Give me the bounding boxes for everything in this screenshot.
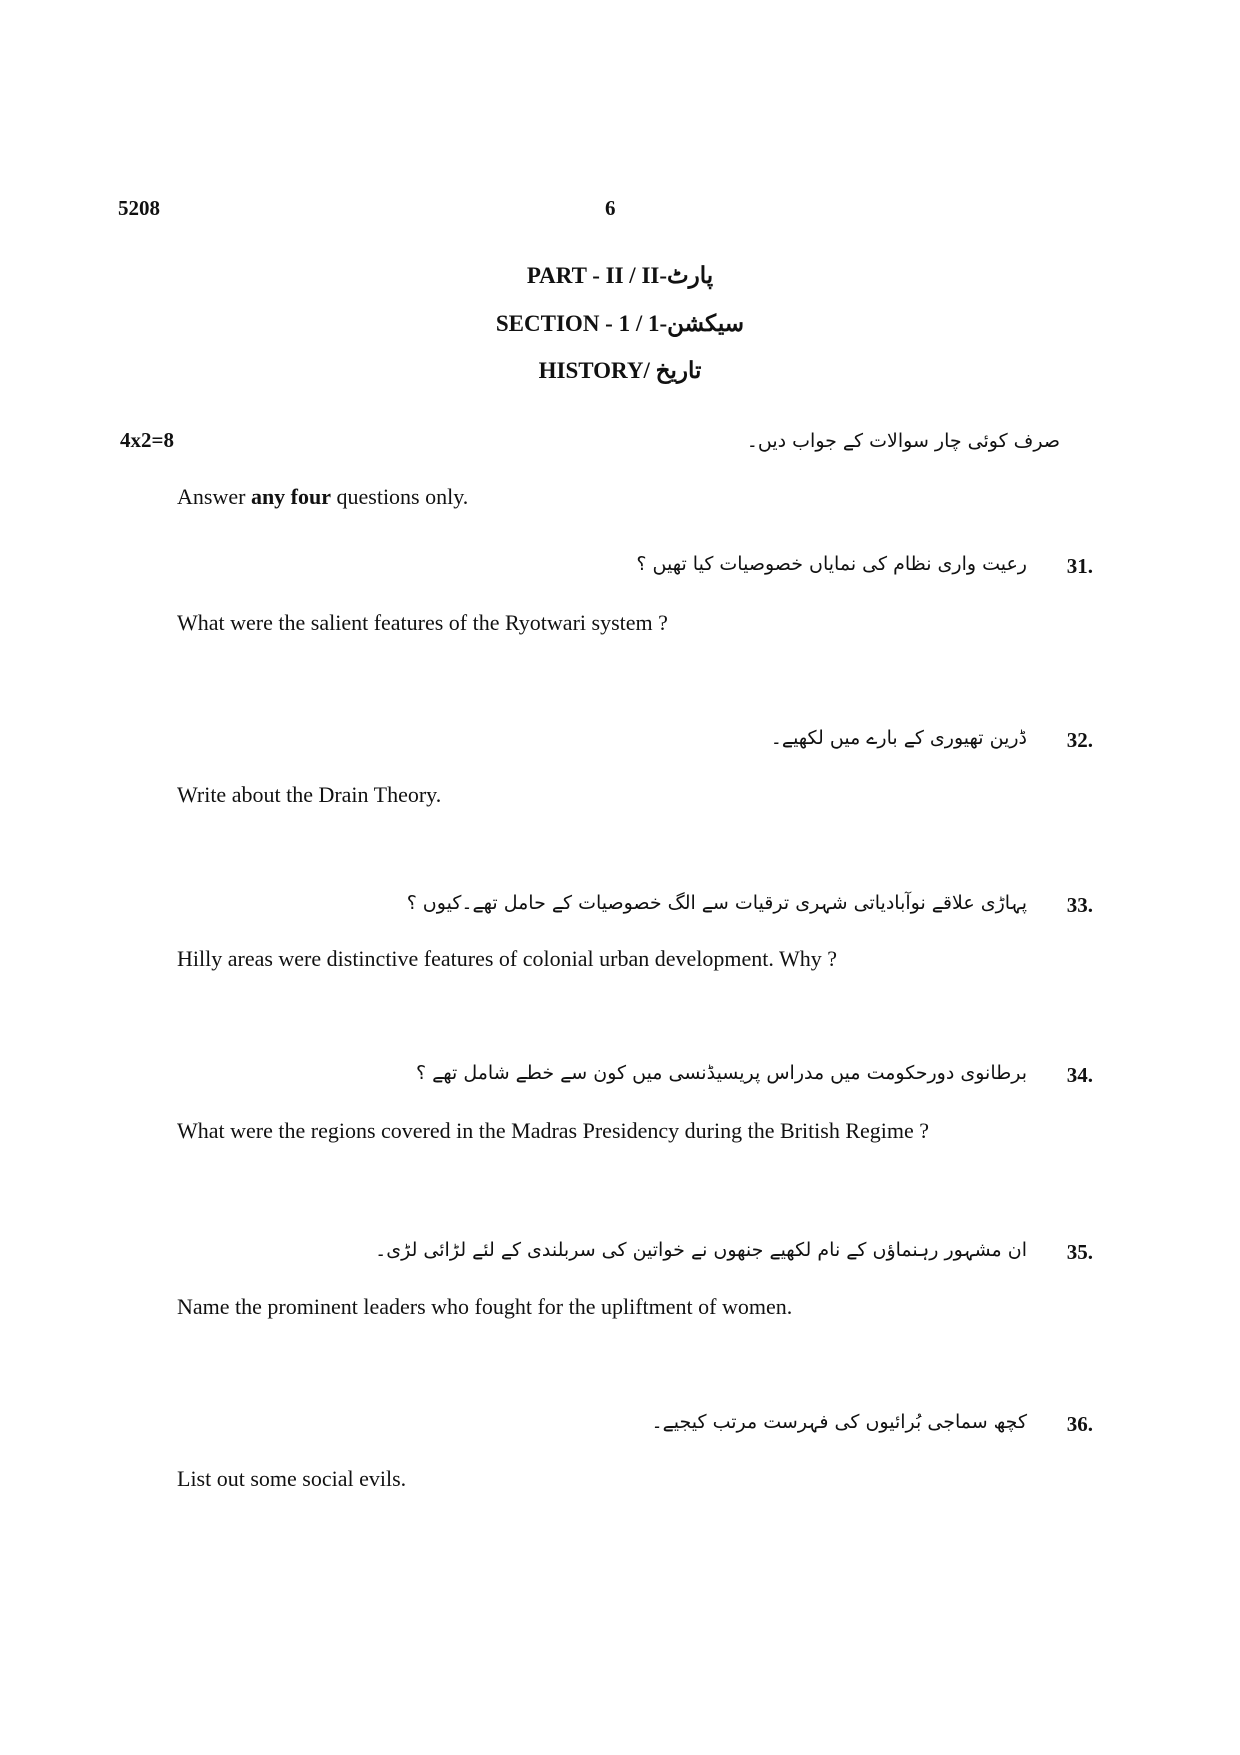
question-urdu: ڈرین تھیوری کے بارے میں لکھیے۔ [770,727,1027,749]
question-urdu: برطانوی دورحکومت میں مدراس پریسیڈنسی میں کون سے خطے شامل تھے ؟ [416,1062,1027,1084]
question-number: 32. [1066,728,1093,752]
instruction-emphasis: any four [250,484,331,509]
subject-heading: HISTORY/ تاریخ [538,358,702,383]
question-english: Hilly areas were distinctive features of colonial urban development. Why ? [177,946,837,971]
question-number: 34. [1066,1063,1093,1087]
part-heading: PART - II / II-پارٹ [526,263,714,288]
instruction-english [177,484,468,510]
question-urdu: پہاڑی علاقے نوآبادیاتی شہری ترقیات سے الگ خصوصیات کے حامل تھے۔کیوں ؟ [406,892,1027,914]
instruction-text-after: questions only. [331,484,469,509]
question-english: Name the prominent leaders who fought for the upliftment of women. [177,1294,793,1319]
instruction-text-before: Answer [177,484,251,509]
question-number: 31. [1066,554,1093,578]
section-heading: SECTION - 1 / 1-سیکشن [495,311,745,336]
question-english: What were the regions covered in the Madras Presidency during the British Regime ? [177,1118,930,1143]
question-english: Write about the Drain Theory. [177,782,442,807]
marks-allocation: 4x2=8 [120,428,174,452]
paper-code: 5208 [118,196,160,220]
question-number: 36. [1066,1412,1093,1436]
page-number: 6 [605,196,616,220]
question-english: List out some social evils. [177,1466,407,1491]
instruction-urdu: صرف کوئی چار سوالات کے جواب دیں۔ [746,430,1060,452]
question-urdu: کچھ سماجی بُرائیوں کی فہرست مرتب کیجیے۔ [651,1411,1027,1433]
question-number: 33. [1066,893,1093,917]
question-urdu: ان مشہور رہنماؤں کے نام لکھیے جنھوں نے خواتین کی سربلندی کے لئے لڑائی لڑی۔ [375,1239,1027,1261]
question-english: What were the salient features of the Ryotwari system ? [177,610,668,635]
question-number: 35. [1066,1240,1093,1264]
question-urdu: رعیت واری نظام کی نمایاں خصوصیات کیا تھیں ؟ [636,553,1027,575]
